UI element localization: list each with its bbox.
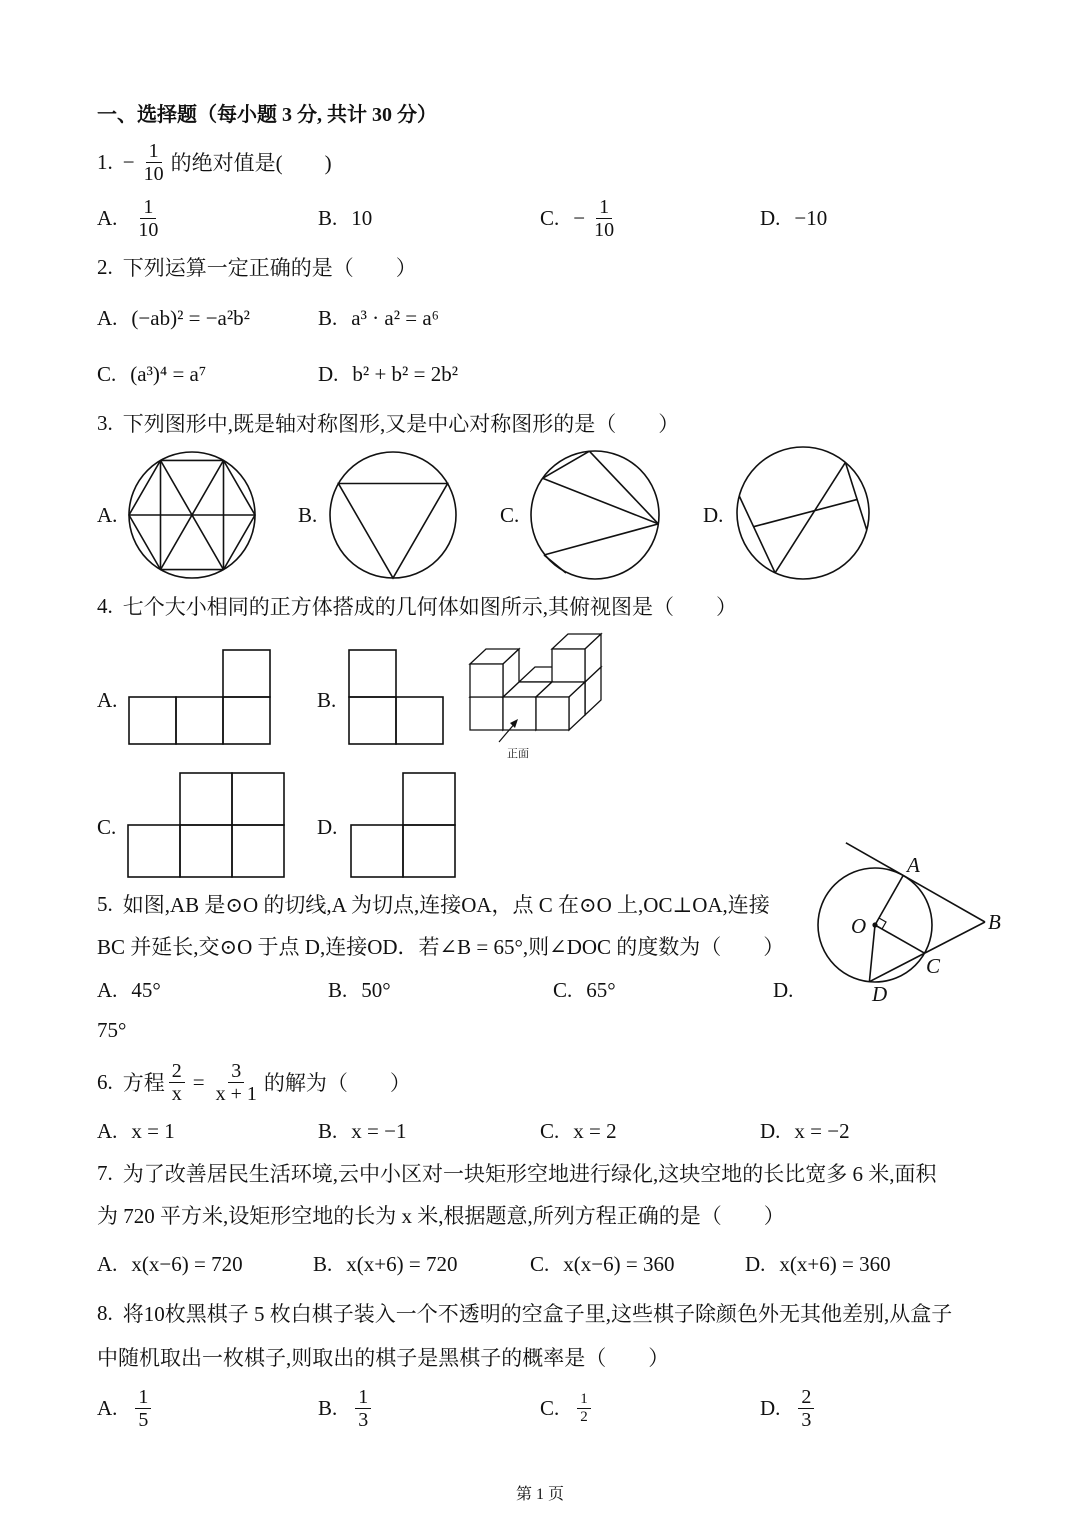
q3-option-c-label: C. (500, 502, 520, 527)
denominator: x + 1 (215, 1082, 257, 1105)
question-1-stem (97, 137, 332, 187)
q1-option-c (540, 193, 621, 243)
chord (543, 451, 590, 478)
denominator: 5 (138, 1408, 149, 1431)
option-label: D. (760, 1118, 781, 1143)
q5-option-b (328, 965, 391, 1015)
q4-figure-c (128, 773, 284, 877)
circle-o (818, 868, 932, 982)
q1-option-d (760, 193, 827, 243)
numerator: 1 (146, 140, 162, 163)
option-label: B. (318, 205, 338, 230)
denominator: 3 (358, 1408, 369, 1431)
grid-square (349, 697, 396, 744)
cube-right-face (585, 634, 601, 682)
option-label: B. (318, 1118, 338, 1143)
question-8-stem-line-2: 中随机取出一枚棋子,则取出的棋子是黑棋子的概率是（ ） (97, 1346, 670, 1370)
numerator: 3 (228, 1060, 244, 1083)
q4-option-b-label: B. (317, 687, 337, 712)
hexagon (129, 460, 255, 569)
page-number: 第 1 页 (515, 1485, 564, 1503)
minus-sign: − (573, 205, 586, 230)
grid-square (232, 773, 284, 825)
option-expression: x = 1 (131, 1118, 175, 1143)
q5-diagram (818, 843, 985, 982)
cube-right-face (569, 682, 585, 730)
q3-option-b-label: B. (298, 502, 318, 527)
stem-text: 的绝对值是( ) (170, 151, 332, 175)
question-8-stem-line-1 (97, 1288, 952, 1338)
numerator: 1 (577, 1391, 591, 1409)
cube (503, 682, 552, 730)
q8-option-c (540, 1383, 595, 1433)
center-point (872, 922, 877, 927)
option-label: A. (97, 977, 118, 1002)
numerator: 1 (355, 1386, 371, 1409)
q4-option-d-label: D. (317, 814, 338, 839)
q3-figure-c (531, 451, 659, 579)
option-expression: x(x+6) = 360 (779, 1251, 891, 1276)
stem-text: 如图,AB 是⊙O 的切线,A 为切点,连接OA，点 C 在⊙O 上,OC⊥OA,连接 (122, 893, 770, 917)
cube-top-face (552, 634, 601, 649)
diagonal-chord (775, 462, 845, 572)
question-7-stem-line-2: 为 720 平方米,设矩形空地的长为 x 米,根据题意,所列方程正确的是（ ） (97, 1204, 785, 1228)
option-value: 65° (586, 977, 616, 1002)
arrow-head (510, 719, 518, 728)
cube-right-face (585, 667, 601, 715)
chord (544, 555, 566, 573)
option-label: A. (97, 205, 118, 230)
denominator: 10 (594, 218, 615, 241)
numerator: 2 (798, 1386, 814, 1409)
grid-square (232, 825, 284, 877)
grid-square (180, 825, 232, 877)
segment-oa (875, 875, 903, 925)
stem-text: 下列运算一定正确的是（ ） (122, 256, 417, 280)
question-4-stem (97, 581, 737, 631)
grid-square (349, 650, 396, 697)
fraction (141, 140, 167, 185)
stem-text: 为了改善居民生活环境,云中小区对一块矩形空地进行绿化,这块空地的长比宽多 6 米,面积 (122, 1162, 937, 1186)
cube (470, 682, 519, 730)
option-expression: b² + b² = 2b² (352, 361, 458, 386)
chord (845, 462, 866, 530)
q3-option-d-label: D. (703, 502, 724, 527)
numerator: 1 (596, 196, 612, 219)
section-title: 一、选择题（每小题 3 分, 共计 30 分） (97, 103, 437, 126)
circle (737, 447, 869, 579)
option-label: A. (97, 1395, 118, 1420)
option-label: C. (540, 1395, 560, 1420)
question-6-stem (97, 1057, 411, 1107)
question-number: 6. (97, 1069, 113, 1094)
option-label: C. (530, 1251, 550, 1276)
question-number: 5. (97, 891, 113, 916)
cube-top-face (519, 667, 568, 682)
grid-square (351, 825, 403, 877)
front-view-caption: 正面 (507, 747, 529, 760)
chord (543, 478, 659, 524)
front-arrow (499, 719, 518, 742)
inverted-triangle (338, 484, 447, 579)
cube-right-face (552, 667, 568, 715)
denominator: 10 (138, 218, 159, 241)
fraction (135, 196, 161, 241)
fraction (355, 1386, 371, 1431)
label-o: O (851, 914, 867, 938)
option-expression: a³ · a² = a⁶ (351, 305, 439, 330)
diagonal-line (161, 460, 224, 569)
stem-text: 将10枚黑棋子 5 枚白棋子装入一个不透明的空盒子里,这些棋子除颜色外无其他差别,从盒子 (122, 1302, 953, 1326)
tangent-line-ab (846, 843, 985, 922)
circle (330, 452, 456, 578)
segment-oc (875, 925, 925, 953)
cube-top-face (536, 682, 585, 697)
q5-option-d-value: 75° (97, 1017, 127, 1042)
cube-top-face (470, 649, 519, 664)
option-expression: x(x−6) = 360 (563, 1251, 675, 1276)
numerator: 1 (140, 196, 156, 219)
q5-option-c (553, 965, 616, 1015)
q4-figure-a (129, 650, 270, 744)
cube-front-face (536, 697, 569, 730)
fraction (169, 1060, 185, 1105)
equals-sign: = (192, 1069, 205, 1094)
option-value: 10 (351, 205, 373, 230)
cube-top-face (503, 682, 552, 697)
question-number: 1. (97, 149, 113, 174)
crossing-line (754, 499, 858, 526)
q4-option-c-label: C. (97, 814, 117, 839)
fraction (577, 1391, 591, 1426)
arrow-line (499, 722, 516, 742)
option-value: 50° (361, 977, 391, 1002)
label-b: B (988, 910, 1001, 934)
option-label: A. (97, 1251, 118, 1276)
denominator: x (171, 1082, 182, 1105)
diagonal-line (161, 460, 224, 569)
question-number: 3. (97, 410, 113, 435)
q3-figure-b (330, 452, 456, 578)
q4-cube-solid (470, 634, 601, 730)
stem-prefix: 方程 (122, 1071, 165, 1095)
option-label: D. (318, 361, 339, 386)
option-label: C. (540, 1118, 560, 1143)
question-number: 8. (97, 1300, 113, 1325)
segment-bd (869, 922, 985, 982)
option-label: B. (318, 305, 338, 330)
option-value: −10 (794, 205, 828, 230)
q7-option-d (745, 1239, 891, 1289)
grid-square (223, 650, 270, 697)
option-expression: x(x−6) = 720 (131, 1251, 243, 1276)
question-3-stem (97, 398, 679, 448)
cube (519, 667, 568, 715)
numerator: 2 (169, 1060, 185, 1083)
cube (552, 634, 601, 682)
denominator: 2 (580, 1408, 588, 1425)
fraction (213, 1060, 260, 1105)
stem-text: 七个大小相同的正方体搭成的几何体如图所示,其俯视图是（ ） (122, 595, 737, 619)
option-label: C. (540, 205, 560, 230)
cube (470, 649, 519, 697)
question-number: 2. (97, 254, 113, 279)
cube (552, 667, 601, 715)
chord (739, 496, 775, 573)
q2-option-a (97, 293, 250, 343)
fraction (591, 196, 617, 241)
chord (544, 524, 658, 555)
q2-option-d (318, 349, 458, 399)
q2-option-c (97, 349, 206, 399)
cube-right-face (503, 649, 519, 697)
circle (531, 451, 659, 579)
right-angle-mark (879, 918, 886, 929)
option-label: A. (97, 1118, 118, 1143)
stem-text: 下列图形中,既是轴对称图形,又是中心对称图形的是（ ） (122, 412, 680, 436)
fraction (798, 1386, 814, 1431)
stem-suffix: 的解为（ ） (263, 1071, 411, 1095)
grid-square (223, 697, 270, 744)
cube-front-face (519, 682, 552, 715)
denominator: 3 (801, 1408, 812, 1431)
option-expression: x(x+6) = 720 (346, 1251, 458, 1276)
grid-square (396, 697, 443, 744)
q1-option-a (97, 193, 165, 243)
q8-option-d (760, 1383, 818, 1433)
cube-right-face (536, 682, 552, 730)
option-label: B. (328, 977, 348, 1002)
option-expression: x = 2 (573, 1118, 617, 1143)
label-c: C (926, 954, 941, 978)
option-label: A. (97, 305, 118, 330)
q8-option-a (97, 1383, 155, 1433)
grid-square (403, 825, 455, 877)
chord (589, 451, 658, 524)
q4-figure-b (349, 650, 443, 744)
option-value: 45° (131, 977, 161, 1002)
label-d: D (872, 982, 888, 1006)
grid-square (129, 697, 176, 744)
segment-od (869, 925, 875, 982)
option-label: C. (553, 977, 573, 1002)
option-expression: x = −2 (794, 1118, 850, 1143)
q4-figure-d (351, 773, 455, 877)
question-2-stem (97, 242, 417, 292)
q4-option-a-label: A. (97, 687, 118, 712)
grid-square (403, 773, 455, 825)
cube-front-face (503, 697, 536, 730)
cube-front-face (470, 664, 503, 697)
option-label: B. (313, 1251, 333, 1276)
q7-option-c (530, 1239, 674, 1289)
label-a: A (907, 853, 920, 877)
cube-front-face (552, 682, 585, 715)
fraction (135, 1386, 151, 1431)
cube-front-face (552, 649, 585, 682)
denominator: 10 (143, 162, 164, 185)
q7-option-b (313, 1239, 457, 1289)
circle (129, 452, 255, 578)
q2-option-b (318, 293, 439, 343)
option-expression: (a³)⁴ = a⁷ (130, 361, 207, 386)
option-label: B. (318, 1395, 338, 1420)
option-label: D. (760, 205, 781, 230)
option-label: D. (760, 1395, 781, 1420)
question-5-stem-line-2: BC 并延长,交⊙O 于点 D,连接OD．若∠B = 65°,则∠DOC 的度数为（ ） (97, 935, 785, 959)
cube (536, 682, 585, 730)
grid-square (176, 697, 223, 744)
q3-option-a-label: A. (97, 502, 118, 527)
minus-sign: − (122, 149, 135, 174)
q3-figure-a (129, 452, 255, 578)
question-number: 4. (97, 593, 113, 618)
option-expression: (−ab)² = −a²b² (131, 305, 250, 330)
cube-right-face (503, 682, 519, 730)
q8-option-b (318, 1383, 375, 1433)
q5-option-d-label: D. (773, 977, 794, 1002)
question-number: 7. (97, 1160, 113, 1185)
option-label: D. (745, 1251, 766, 1276)
grid-square (128, 825, 180, 877)
cube-top-face (470, 682, 519, 697)
numerator: 1 (135, 1386, 151, 1409)
grid-square (180, 773, 232, 825)
q1-option-b (318, 193, 372, 243)
cube-top-face (552, 667, 601, 682)
q3-figure-d (737, 447, 869, 579)
option-expression: x = −1 (351, 1118, 407, 1143)
cube-front-face (470, 697, 503, 730)
q7-option-a (97, 1239, 243, 1289)
option-label: C. (97, 361, 117, 386)
